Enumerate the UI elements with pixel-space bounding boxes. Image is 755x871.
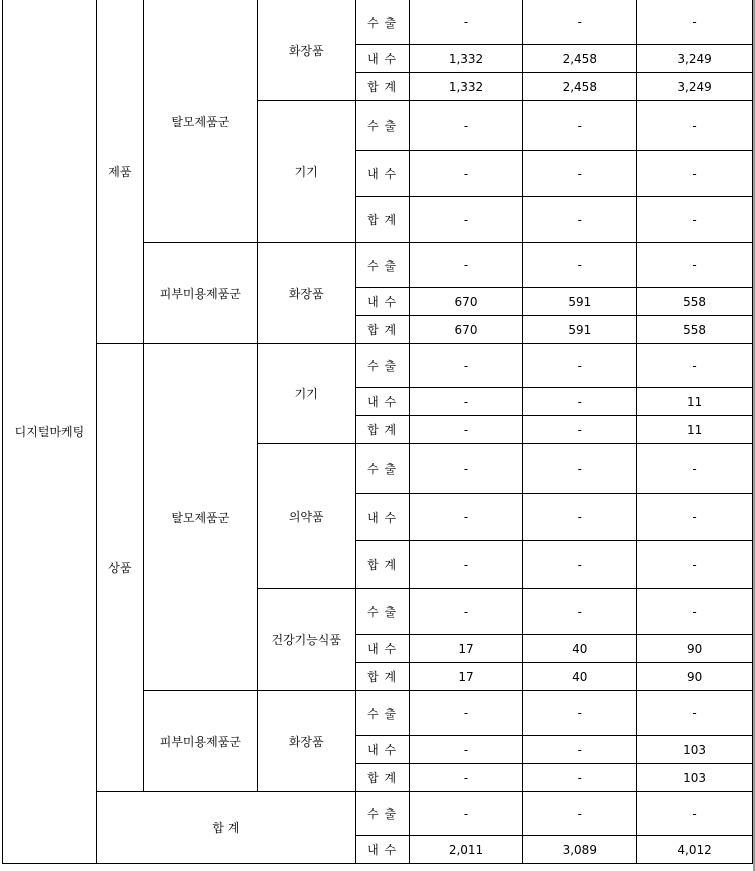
table-row (3, 792, 753, 836)
value-cell: - (523, 416, 637, 444)
value-cell: 591 (523, 316, 637, 344)
row-type-export: 수 출 (355, 344, 409, 388)
item-pharma-cell: 의약품 (257, 444, 355, 589)
value-cell: - (637, 494, 753, 541)
row-type-domestic: 내 수 (355, 635, 409, 663)
value-cell: 4,012 (637, 836, 753, 864)
value-cell: 1,332 (409, 45, 523, 73)
value-cell: - (409, 444, 523, 494)
value-cell: - (523, 691, 637, 736)
value-cell: 103 (637, 736, 753, 764)
value-cell: - (409, 691, 523, 736)
value-cell: - (523, 541, 637, 589)
value-cell: - (637, 691, 753, 736)
channel-cell: 디지털마케팅 (3, 0, 97, 864)
value-cell: 90 (637, 663, 753, 691)
value-cell: - (637, 344, 753, 388)
value-cell: - (523, 101, 637, 151)
value-cell: 3,249 (637, 45, 753, 73)
table-row (3, 0, 753, 45)
value-cell: - (523, 764, 637, 792)
value-cell: - (523, 151, 637, 197)
row-type-total: 합 계 (355, 416, 409, 444)
item-cosmetics-cell: 화장품 (257, 691, 355, 792)
value-cell: 2,011 (409, 836, 523, 864)
row-type-total: 합 계 (355, 73, 409, 101)
value-cell: - (409, 494, 523, 541)
value-cell: 3,249 (637, 73, 753, 101)
value-cell: 40 (523, 663, 637, 691)
value-cell: - (523, 494, 637, 541)
item-cosmetics-cell: 화장품 (257, 243, 355, 344)
value-cell: - (409, 736, 523, 764)
value-cell: 11 (637, 388, 753, 416)
category-hair-removal-cell: 탈모제품군 (143, 344, 257, 691)
row-type-total: 합 계 (355, 541, 409, 589)
value-cell: 40 (523, 635, 637, 663)
value-cell: - (523, 388, 637, 416)
item-health-food-cell: 건강기능식품 (257, 589, 355, 691)
value-cell: 17 (409, 635, 523, 663)
value-cell: 103 (637, 764, 753, 792)
row-type-export: 수 출 (355, 444, 409, 494)
row-type-total: 합 계 (355, 764, 409, 792)
value-cell: - (409, 792, 523, 836)
value-cell: 1,332 (409, 73, 523, 101)
value-cell: - (637, 444, 753, 494)
category-skin-beauty-cell: 피부미용제품군 (143, 691, 257, 792)
item-device-cell: 기기 (257, 101, 355, 243)
row-type-total: 합 계 (355, 316, 409, 344)
value-cell: - (637, 541, 753, 589)
value-cell: - (409, 101, 523, 151)
value-cell: - (637, 792, 753, 836)
value-cell: - (409, 243, 523, 288)
category-skin-beauty-cell: 피부미용제품군 (143, 243, 257, 344)
value-cell: - (637, 0, 753, 45)
row-type-domestic: 내 수 (355, 388, 409, 416)
value-cell: 670 (409, 288, 523, 316)
value-cell: - (523, 344, 637, 388)
value-cell: - (409, 764, 523, 792)
value-cell: 90 (637, 635, 753, 663)
value-cell: - (637, 101, 753, 151)
row-type-domestic: 내 수 (355, 45, 409, 73)
value-cell: - (409, 197, 523, 243)
group-product-cell: 제품 (96, 0, 143, 344)
row-type-domestic: 내 수 (355, 736, 409, 764)
row-type-domestic: 내 수 (355, 494, 409, 541)
row-type-domestic: 내 수 (355, 836, 409, 864)
value-cell: 591 (523, 288, 637, 316)
value-cell: - (409, 344, 523, 388)
row-type-export: 수 출 (355, 243, 409, 288)
sales-table-container (2, 0, 753, 871)
value-cell: - (637, 589, 753, 635)
value-cell: 11 (637, 416, 753, 444)
item-cosmetics-cell: 화장품 (257, 0, 355, 101)
value-cell: - (637, 151, 753, 197)
value-cell: - (523, 0, 637, 45)
value-cell: 558 (637, 316, 753, 344)
category-hair-removal-cell: 탈모제품군 (143, 0, 257, 243)
table-row (3, 344, 753, 388)
value-cell: - (409, 388, 523, 416)
value-cell: 558 (637, 288, 753, 316)
row-type-export: 수 출 (355, 0, 409, 45)
row-type-export: 수 출 (355, 101, 409, 151)
value-cell: 2,458 (523, 73, 637, 101)
value-cell: - (409, 151, 523, 197)
grand-total-label: 합 계 (96, 792, 355, 864)
value-cell: - (523, 736, 637, 764)
item-device-cell: 기기 (257, 344, 355, 444)
value-cell: - (637, 197, 753, 243)
value-cell: - (523, 197, 637, 243)
row-type-domestic: 내 수 (355, 151, 409, 197)
value-cell: - (637, 243, 753, 288)
value-cell: - (409, 541, 523, 589)
group-merch-cell: 상품 (96, 344, 143, 792)
value-cell: - (409, 0, 523, 45)
row-type-export: 수 출 (355, 691, 409, 736)
value-cell: - (409, 416, 523, 444)
row-type-export: 수 출 (355, 589, 409, 635)
row-type-total: 합 계 (355, 197, 409, 243)
value-cell: 3,089 (523, 836, 637, 864)
value-cell: 2,458 (523, 45, 637, 73)
value-cell: - (523, 243, 637, 288)
sales-table (2, 0, 753, 864)
value-cell: 17 (409, 663, 523, 691)
value-cell: 670 (409, 316, 523, 344)
row-type-total: 합 계 (355, 663, 409, 691)
value-cell: - (523, 589, 637, 635)
value-cell: - (523, 444, 637, 494)
value-cell: - (523, 792, 637, 836)
value-cell: - (409, 589, 523, 635)
row-type-domestic: 내 수 (355, 288, 409, 316)
row-type-export: 수 출 (355, 792, 409, 836)
